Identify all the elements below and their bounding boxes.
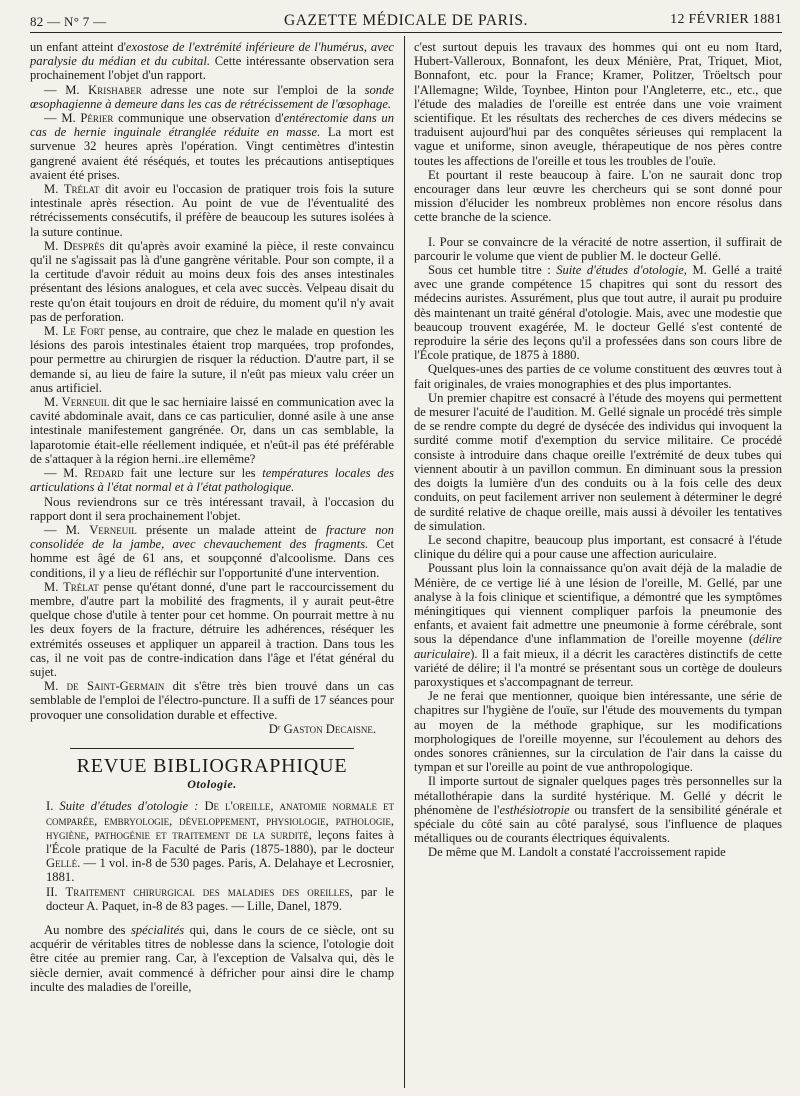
page-number: 82 — N° 7 — xyxy=(30,14,107,29)
paragraph: Je ne ferai que mentionner, quoique bien intéressante, une série de chapitres sur l'hygiène de l'ouïe, sur l'étude des mouvements du tympan au moyen de la méthode graphique, sur les modifications morphologiques de l'oreille moyenne, sur l'écoulement au dehors des ondes sonores crâniennes, sur la circulation de l'air dans la caisse du tympan et sur l'oreille au point de vue anthropologique. xyxy=(414,689,782,775)
left-column xyxy=(30,40,394,994)
paragraph: I. Pour se convaincre de la véracité de notre assertion, il suffirait de parcourir le volume que vient de publier M. le docteur Gellé. xyxy=(414,234,782,263)
paragraph: M. Trélat pense qu'étant donné, d'une part le raccourcissement du membre, d'autre part la mobilité des fragments, il y aurait peut-être quelque chose d'utile à tenter pour cet homme. On pourrait mettre à nu les deux foyers de la fracture, détruire les adhérences, réséquer les extrémités osseuses et appliquer un appareil à traction. Dans tous les cas, il ne voit pas de contre-indication dans l'âge et l'état général du sujet. xyxy=(30,579,394,679)
paragraph: Poussant plus loin la connaissance qu'on avait déjà de la maladie de Ménière, de ce vertige lié à une lésion de l'oreille, M. Gellé, par une analyse à la fois clinique et scientifique, a démontré que les symptômes méningitiques qui viennent compliquer parfois la pneumonie des enfants, et avaient fait admettre une pneumonie à forme cérébrale, sont sous la dépendance d'une inflammation de l'oreille moyenne (délire auriculaire). Il a fait mieux, il a décrit les caractères distinctifs de cette variété de délire; il l'a montré se présentant sous un cortège de douleurs paroxystiques et s'accompagnant de terreur. xyxy=(414,561,782,689)
issue-date: 12 FÉVRIER 1881 xyxy=(670,12,782,27)
paragraph: Le second chapitre, beaucoup plus important, est consacré à l'étude clinique du délire qui a pour cause une affection auriculaire. xyxy=(414,532,782,562)
paragraph: Et pourtant il reste beaucoup à faire. L'on ne saurait donc trop encourager dans leur œuvre les chercheurs qui se sont donné pour mission d'élucider les nombreux problèmes non encore résolus dans cette branche de la science. xyxy=(414,167,782,225)
section-subtitle: Otologie. xyxy=(187,777,237,792)
paragraph: Nous reviendrons sur ce très intéressant travail, à l'occasion du rapport dont il sera prochainement l'objet. xyxy=(30,494,394,523)
paragraph: M. Verneuil dit que le sac herniaire laissé en communication avec la cavité abdominale avait, dans ce cas particulier, donné asile à une anse intestinale manifestement gangrénée. Or, dans un cas semblable, la laparotomie était-elle réellement indiquée, et n'eût-il pas été préférable de s'attaquer à la région herni..ire ellemême? xyxy=(30,395,394,466)
journal-title: GAZETTE MÉDICALE DE PARIS. xyxy=(283,12,529,29)
author-signature: Dʳ Gaston Decaisne. xyxy=(268,721,376,736)
paragraph: Sous cet humble titre : Suite d'études d'otologie, M. Gellé a traité avec une grande compétence 15 chapitres qui sont du ressort des médecins auristes. Assurément, plus que tout autre, il aurait pu produire dès maintenant un traité général d'otologie. Mais, avec une modestie que beaucoup trouvent exagérée, M. le docteur Gellé s'est contenté de reproduire la série des leçons qu'il a professées dans son cours libre de l'École pratique, de 1875 à 1880. xyxy=(414,263,782,363)
paragraph: — M. Verneuil présente un malade atteint de fracture non consolidée de la jambe, avec chevauchement des fragments. Cet homme est âgé de 61 ans, et soupçonné d'alcoolisme. Dans ces conditions, il y a lieu de réfléchir sur l'opportunité d'une intervention. xyxy=(30,522,394,580)
bibliography-entry: I. Suite d'études d'otologie : De l'oreille, anatomie normale et comparée, embryologie, développement, physiologie, pathologie, hygiène, pathogénie et traitement de la surdité, leçons faites à l'École pratique de la Faculté de Paris (1875-1880), par le docteur Gellé. — 1 vol. in-8 de 530 pages. Paris, A. Delahaye et Lecrosnier, 1881. xyxy=(46,799,394,885)
column-divider xyxy=(404,36,405,1088)
paragraph: — M. Krishaber adresse une note sur l'emploi de la sonde œsophagienne à demeure dans les cas de rétrécissement de l'œsophage. xyxy=(30,82,394,111)
paragraph: Quelques-unes des parties de ce volume constituent des œuvres tout à fait originales, de vraies monographies et des plus importantes. xyxy=(414,362,782,391)
page-header xyxy=(30,8,782,34)
paragraph: M. Le Fort pense, au contraire, que chez le malade en question les lésions des parois intestinales étaient trop marquées, trop profondes, pour permettre au chirurgien de risquer la réduction. D'autre part, il se demande si, au lieu de faire la suture, il n'eût pas mieux valu créer un anus artificiel. xyxy=(30,324,394,395)
section-title: REVUE BIBLIOGRAPHIQUE xyxy=(76,754,348,777)
paragraph: Au nombre des spécialités qui, dans le cours de ce siècle, ont su acquérir de véritables titres de noblesse dans la science, l'otologie doit être citée au premier rang. Car, à l'exception de Valsalva qui, dès le siècle dernier, avait commencé à défricher pour ainsi dire le champ inculte des maladies de l'oreille, xyxy=(30,922,394,994)
paragraph: De même que M. Landolt a constaté l'accroissement rapide xyxy=(428,845,726,860)
paragraph: c'est surtout depuis les travaux des hommes qui ont eu nom Itard, Hubert-Valleroux, Bonnafont, les deux Ménière, Prat, Triquet, Miot, Bonnafont, etc. pour la France; Kramer, Politzer, Tröeltsch pour l'Allemagne; Wilde, Toynbee, Hinton pour l'Angleterre, etc., etc., que l'étude des maladies de l'oreille est entrée dans une voie vraiment scientifique. Et les résultats des recherches de ces divers médecins se traduisent aujourd'hui par des conquêtes sérieuses qui remplacent la vague et uniforme, sinon aveugle, thérapeutique de nos pères contre toutes les affections de l'oreille et tous les troubles de l'ouïe. xyxy=(414,40,782,168)
paragraph: un enfant atteint d'exostose de l'extrémité inférieure de l'humérus, avec paralysie du médian et du cubital. Cette intéressante observation sera prochainement l'objet d'un rapport. xyxy=(30,40,395,83)
section-rule xyxy=(70,748,354,749)
paragraph: Il importe surtout de signaler quelques pages très personnelles sur la métallothérapie dans la surdité hystérique. M. Gellé y décrit le phénomène de l'esthésiotropie ou transfert de la sensibilité générale et spéciale du côté sain au côté paralysé, sous l'influence de plaques métalliques ou de courants électriques équivalents. xyxy=(414,774,782,846)
paragraph: Un premier chapitre est consacré à l'étude des moyens qui permettent de mesurer l'acuité de l'audition. M. Gellé signale un procédé très simple de se rendre compte du degré de dysécée des individus qui invoquent la surdité comme motif d'exemption du service militaire. Ce procédé consiste à introduire dans chaque oreille l'extrémité de deux tubes qui viennent aboutir à un pavillon commun. En diminuant sous la pression des doigts la lumière d'un des conduits ou à la fois celle des deux conduits, on peut facilement arriver non seulement à déterminer le degré de surdité relative de chaque oreille, mais aussi à dévoiler les tentatives de simulation. xyxy=(414,390,782,533)
right-column xyxy=(414,40,782,860)
paragraph: M. de Saint-Germain dit s'être très bien trouvé dans un cas semblable de l'emploi de l'électro-puncture. Il a suffi de 17 séances pour provoquer une consolidation durable et effective. xyxy=(30,679,394,722)
bibliography-entry: II. Traitement chirurgical des maladies des oreilles, par le docteur A. Paquet, in-8 de 83 pages. — Lille, Danel, 1879. xyxy=(46,884,395,913)
paragraph: M. Desprès dit qu'après avoir examiné la pièce, il reste convaincu qu'il ne s'agissait pas là d'une gangrène véritable. Pour son compte, il a la certitude d'avoir réduit au moins deux fois des anses intestinales présentant des lésions analogues, et cela avec succès. Velpeau disait du reste qu'on était toujours en droit de réduire, du moment qu'il n'y avait pas de perforation. xyxy=(30,238,394,324)
header-rule xyxy=(30,32,782,33)
paragraph: — M. Redard fait une lecture sur les températures locales des articulations à l'état normal et à l'état pathologique. xyxy=(30,466,394,495)
paragraph: M. Trélat dit avoir eu l'occasion de pratiquer trois fois la suture intestinale après résection. Au point de vue de l'éventualité des rétrécissements consécutifs, il préfère de beaucoup les sutures isolées à la suture continue. xyxy=(30,182,394,239)
paragraph: — M. Périer communique une observation d'entérectomie dans un cas de hernie inguinale étranglée réduite en masse. La mort est survenue 32 heures après l'opération. Vingt centimètres d'intestin gangrené avaient été réséqués, et toutes les précautions antiseptiques avaient été prises. xyxy=(30,111,394,182)
